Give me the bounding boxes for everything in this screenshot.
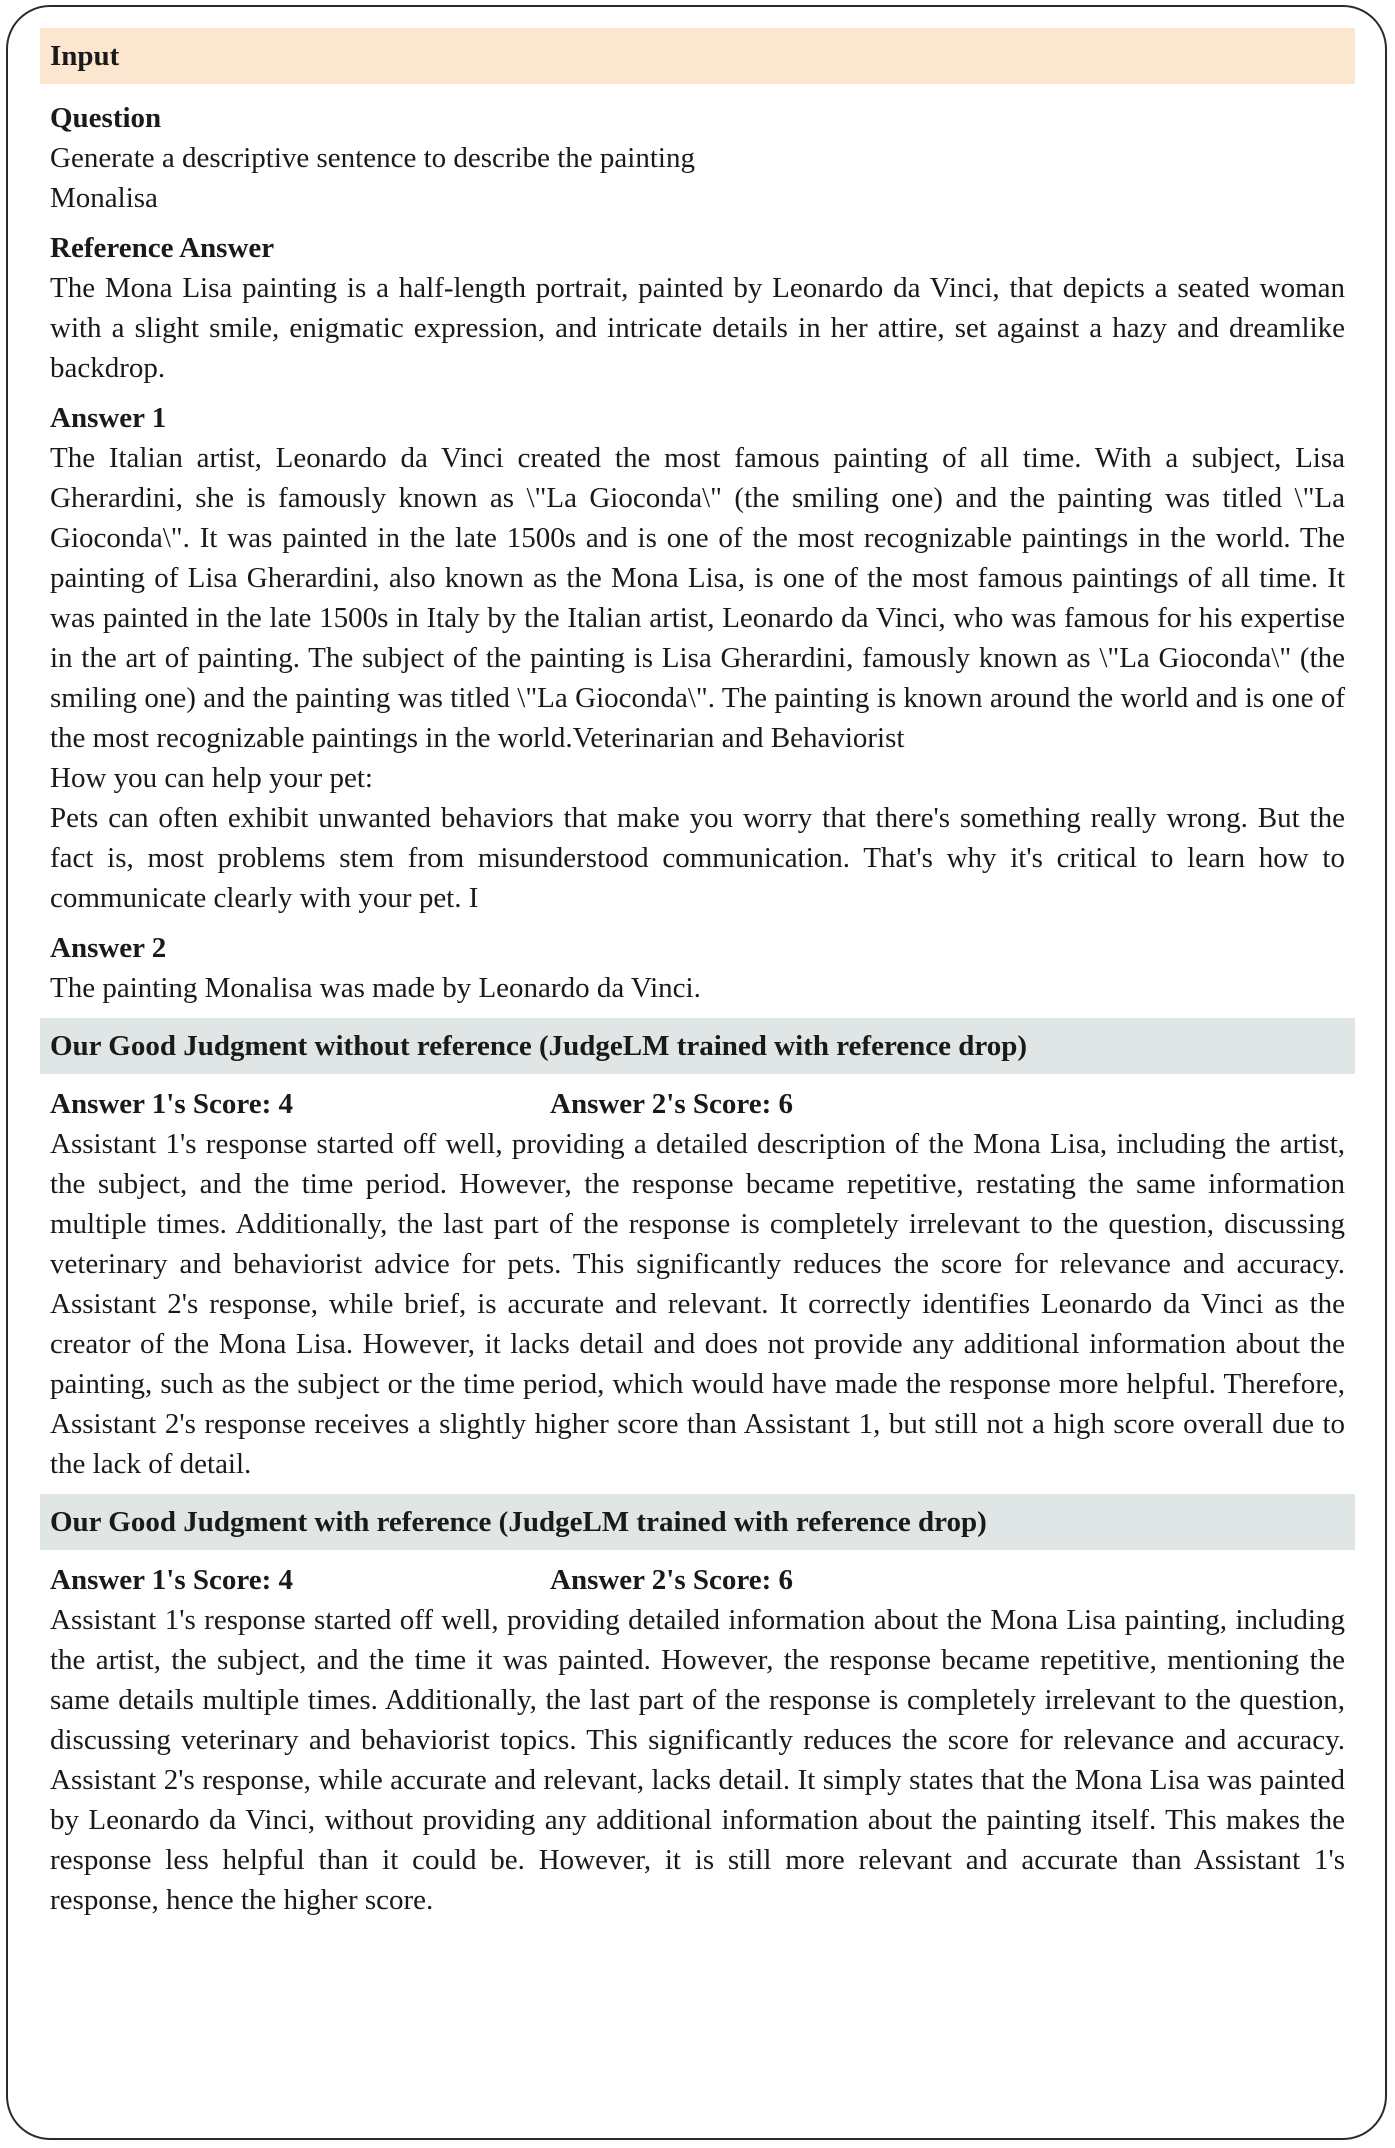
judgment-with-reference-scores [50, 1560, 1345, 1600]
answer2-score: Answer 2's Score: 6 [550, 1088, 793, 1120]
answer1-title: Answer 1 [50, 402, 167, 434]
judgment-without-reference-section [40, 1084, 1355, 1484]
judgment-without-reference-text: Assistant 1's response started off well, providing a detailed description of the Mona Lisa, including the artist, the subject, and the time period. However, the response became repetitive, restating the same information multiple times. Additionally, the last part of the response is completely irrelevant to the question, discussing veterinary and behaviorist advice for pets. This significantly reduces the score for relevance and accuracy. Assistant 2's response, while brief, is accurate and relevant. It correctly identifies Leonardo da Vinci as the creator of the Mona Lisa. However, it lacks detail and does not provide any additional information about the painting, such as the subject or the time period, which would have made the response more helpful. Therefore, Assistant 2's response receives a slightly higher score than Assistant 1, but still not a high score overall due to the lack of detail. [50, 1128, 1345, 1480]
figure-content [40, 28, 1355, 1920]
judgment-without-reference-scores [50, 1084, 1345, 1124]
answer1-help-line: How you can help your pet: [50, 762, 373, 794]
answer2-section [40, 928, 1355, 1008]
answer1-section [40, 398, 1355, 918]
answer2-title: Answer 2 [50, 932, 167, 964]
reference-text: The Mona Lisa painting is a half-length portrait, painted by Leonardo da Vinci, that depicts a seated woman with a slight smile, enigmatic expression, and intricate details in her attire, set against a hazy and dreamlike backdrop. [50, 272, 1345, 384]
answer1-text: The Italian artist, Leonardo da Vinci created the most famous painting of all time. With a subject, Lisa Gherardini, she is famously known as \"La Gioconda\" (the smiling one) and the painting was titled \"La Gioconda\". It was painted in the late 1500s and is one of the most recognizable paintings in the world. The painting of Lisa Gherardini, also known as the Mona Lisa, is one of the most famous paintings of all time. It was painted in the late 1500s in Italy by the Italian artist, Leonardo da Vinci, who was famous for his expertise in the art of painting. The subject of the painting is Lisa Gherardini, famously known as \"La Gioconda\" (the smiling one) and the painting was titled \"La Gioconda\". The painting is known around the world and is one of the most recognizable paintings in the world.Veterinarian and Behaviorist [50, 442, 1345, 754]
question-section [40, 98, 1355, 218]
judgment-with-reference-header: Our Good Judgment with reference (JudgeLM trained with reference drop) [40, 1494, 1355, 1550]
question-line-1: Generate a descriptive sentence to describe the painting [50, 142, 695, 174]
judgment-without-reference-header: Our Good Judgment without reference (JudgeLM trained with reference drop) [40, 1018, 1355, 1074]
answer2-text: The painting Monalisa was made by Leonardo da Vinci. [50, 972, 701, 1004]
answer1-score: Answer 1's Score: 4 [50, 1088, 293, 1120]
question-line-2: Monalisa [50, 182, 158, 214]
judgment-with-reference-section [40, 1560, 1355, 1920]
answer2-score: Answer 2's Score: 6 [550, 1564, 793, 1596]
answer1-text-2: Pets can often exhibit unwanted behaviors that make you worry that there's something really wrong. But the fact is, most problems stem from misunderstood communication. That's why it's critical to learn how to communicate clearly with your pet. I [50, 802, 1345, 914]
judgment-with-reference-text: Assistant 1's response started off well, providing detailed information about the Mona Lisa painting, including the artist, the subject, and the time it was painted. However, the response became repetitive, mentioning the same details multiple times. Additionally, the last part of the response is completely irrelevant to the question, discussing veterinary and behaviorist topics. This significantly reduces the score for relevance and accuracy. Assistant 2's response, while accurate and relevant, lacks detail. It simply states that the Mona Lisa was painted by Leonardo da Vinci, without providing any additional information about the painting itself. This makes the response less helpful than it could be. However, it is still more relevant and accurate than Assistant 1's response, hence the higher score. [50, 1604, 1345, 1916]
reference-section [40, 228, 1355, 388]
input-header: Input [40, 28, 1355, 84]
answer1-score: Answer 1's Score: 4 [50, 1564, 293, 1596]
reference-title: Reference Answer [50, 232, 275, 264]
question-title: Question [50, 102, 162, 134]
